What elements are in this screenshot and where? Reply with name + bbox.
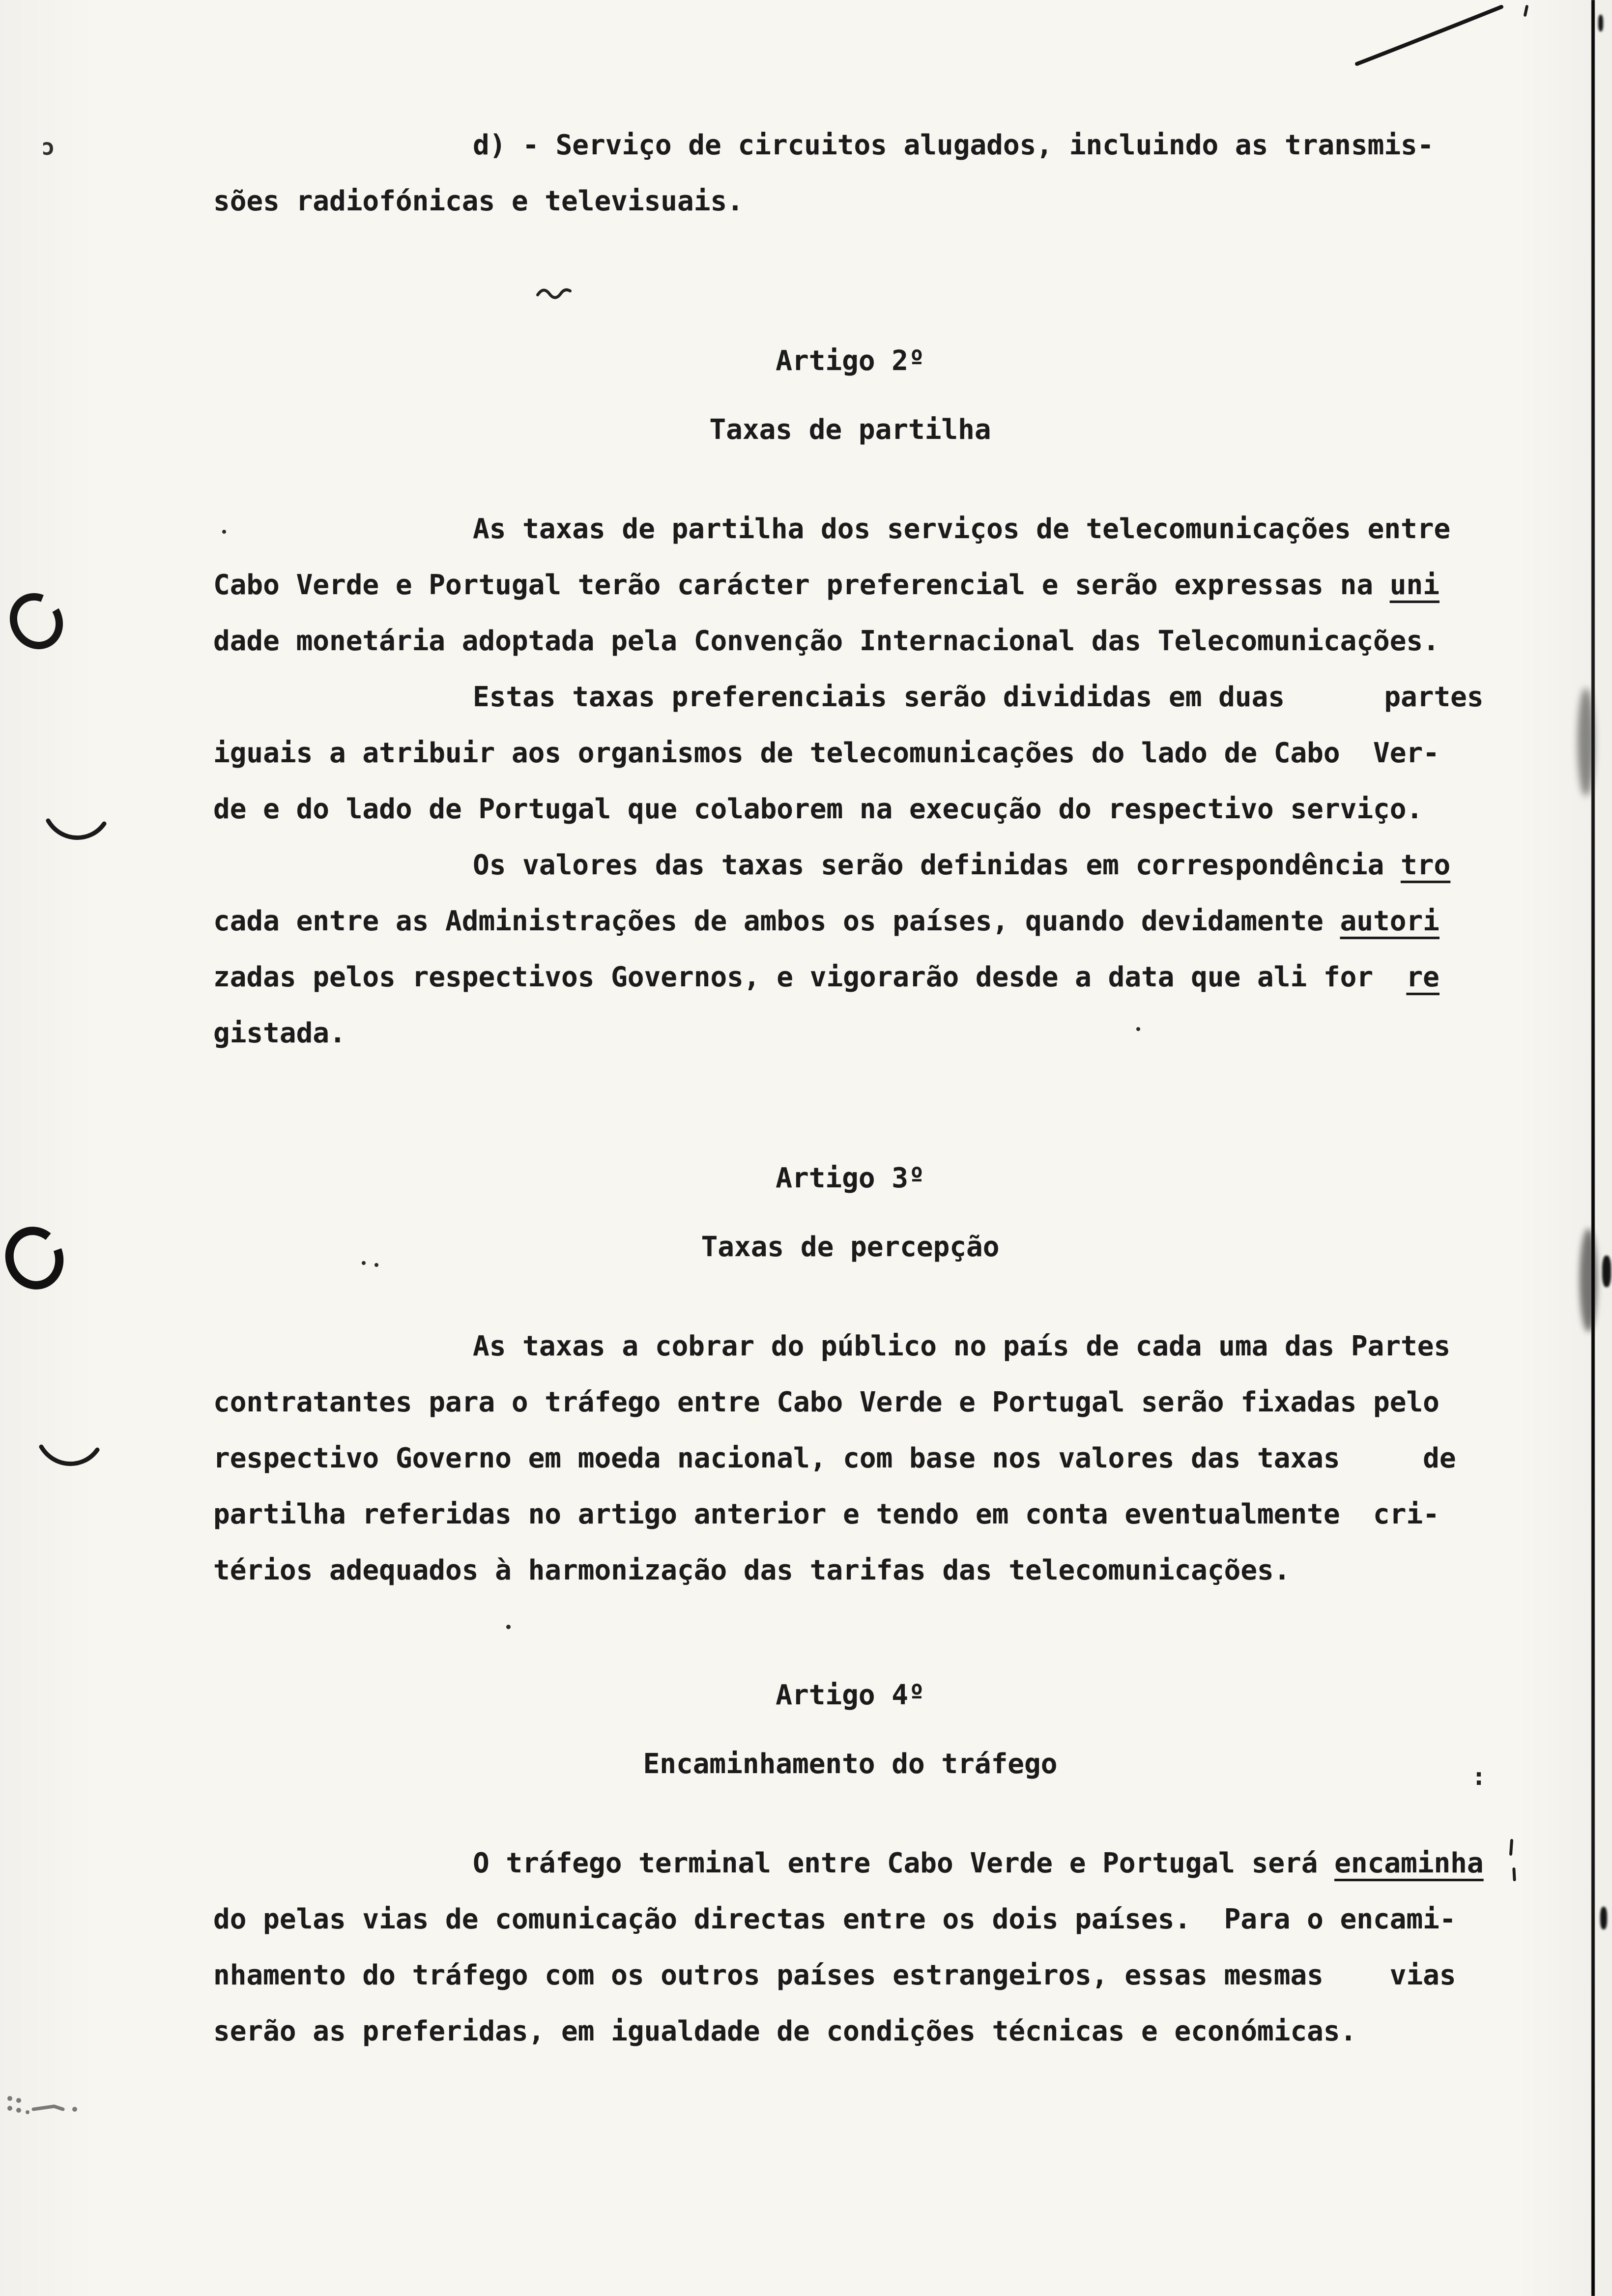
text-line xyxy=(213,669,1487,725)
text-line xyxy=(213,837,1487,893)
text-line xyxy=(213,1892,1487,1948)
paragraph xyxy=(213,1319,1487,1599)
text-segment: iguais a atribuir aos organismos de telecomunicações do lado de Cabo Ver- xyxy=(213,737,1439,769)
text-segment: do pelas vias de comunicação directas entre os dois países. Para o encami- xyxy=(213,1903,1456,1935)
text-segment: térios adequados à harmonização das tarifas das telecomunicações. xyxy=(213,1554,1291,1586)
article-section xyxy=(213,333,1487,1062)
text-line xyxy=(213,613,1487,669)
text-line xyxy=(213,1948,1487,2004)
text-segment: nhamento do tráfego com os outros países estrangeiros, essas mesmas vias xyxy=(213,1959,1456,1991)
edge-ink-blob xyxy=(1598,15,1603,31)
handwritten-curve-icon xyxy=(38,1441,102,1473)
scanner-smudge-icon xyxy=(3,2084,101,2128)
text-segment: respectivo Governo em moeda nacional, com base nos valores das taxas de xyxy=(213,1442,1456,1474)
text-segment: contratantes para o tráfego entre Cabo Verde e Portugal serão fixadas pelo xyxy=(213,1386,1439,1418)
text-segment: O tráfego terminal entre Cabo Verde e Portugal será xyxy=(473,1847,1335,1879)
ink-smudge xyxy=(1578,688,1594,796)
ink-tick xyxy=(1512,1867,1516,1881)
text-segment: As taxas a cobrar do público no país de cada uma das Partes xyxy=(473,1330,1451,1362)
ink-tick xyxy=(1524,5,1529,17)
text-line: d) - Serviço de circuitos alugados, incluindo as transmis- xyxy=(473,129,1434,161)
text-segment: serão as preferidas, em igualdade de condições técnicas e económicas. xyxy=(213,2015,1357,2047)
underlined-continuation: encaminha xyxy=(1334,1847,1484,1879)
binding-edge-line xyxy=(1591,0,1595,2296)
text-segment: gistada. xyxy=(213,1017,346,1049)
article-section xyxy=(213,1150,1487,1599)
text-segment: zadas pelos respectivos Governos, e vigorarão desde a data que ali for xyxy=(213,961,1407,993)
underlined-continuation: uni xyxy=(1389,569,1439,601)
text-line xyxy=(213,781,1487,837)
paragraph xyxy=(213,669,1487,837)
tilde-squiggle-icon xyxy=(535,283,574,303)
article-heading: Artigo 4º xyxy=(776,1679,925,1711)
edge-ink-blob xyxy=(1600,1907,1607,1929)
paragraph xyxy=(213,501,1487,669)
colon-margin-mark: : xyxy=(1471,1762,1487,1791)
text-segment: Os valores das taxas serão definidas em correspondência xyxy=(473,849,1401,881)
handwritten-curve-icon xyxy=(45,815,109,847)
text-line xyxy=(213,893,1487,949)
handwritten-ring-icon xyxy=(8,590,67,654)
text-line xyxy=(213,1543,1487,1599)
ink-tick xyxy=(1509,1839,1513,1856)
text-segment: Cabo Verde e Portugal terão carácter preferencial e serão expressas na xyxy=(213,569,1390,601)
text-line xyxy=(213,1431,1487,1487)
article-section xyxy=(213,1667,1487,2060)
text-line xyxy=(213,1319,1487,1375)
text-segment: As taxas de partilha dos serviços de telecomunicações entre xyxy=(473,513,1451,545)
ink-smudge xyxy=(1580,1229,1597,1332)
article-subtitle: Taxas de partilha xyxy=(709,414,991,446)
page-margin-mark: ɔ xyxy=(41,134,55,160)
text-segment: Estas taxas preferenciais serão divididas em duas partes xyxy=(473,681,1484,713)
paragraph xyxy=(213,1836,1487,2060)
edge-ink-blob xyxy=(1602,1256,1611,1287)
intro-clause xyxy=(213,117,1487,230)
paragraph xyxy=(213,837,1487,1062)
article-heading: Artigo 3º xyxy=(776,1162,925,1194)
text-line xyxy=(213,725,1487,781)
underlined-continuation: tro xyxy=(1401,849,1451,881)
text-segment: cada entre as Administrações de ambos os países, quando devidamente xyxy=(213,905,1340,937)
text-line xyxy=(213,557,1487,613)
handwritten-stroke-icon xyxy=(1354,4,1506,73)
text-segment: dade monetária adoptada pela Convenção Internacional das Telecomunicações. xyxy=(213,625,1439,657)
text-segment: partilha referidas no artigo anterior e tendo em conta eventualmente cri- xyxy=(213,1498,1439,1530)
text-line xyxy=(213,2004,1487,2060)
underlined-continuation: autori xyxy=(1340,905,1439,937)
text-line xyxy=(213,1836,1487,1892)
underlined-continuation: re xyxy=(1406,961,1439,993)
article-subtitle: Encaminhamento do tráfego xyxy=(643,1748,1058,1780)
text-line: sões radiofónicas e televisuais. xyxy=(213,185,744,217)
text-line xyxy=(213,1487,1487,1543)
article-heading: Artigo 2º xyxy=(776,345,925,377)
handwritten-ring-icon xyxy=(3,1224,69,1293)
text-line xyxy=(213,501,1487,557)
text-line xyxy=(213,949,1487,1005)
text-line xyxy=(213,1375,1487,1431)
text-line xyxy=(213,1005,1487,1062)
text-segment: de e do lado de Portugal que colaborem na execução do respectivo serviço. xyxy=(213,793,1423,825)
ink-dot xyxy=(506,1625,511,1629)
article-subtitle: Taxas de percepção xyxy=(701,1231,1000,1263)
